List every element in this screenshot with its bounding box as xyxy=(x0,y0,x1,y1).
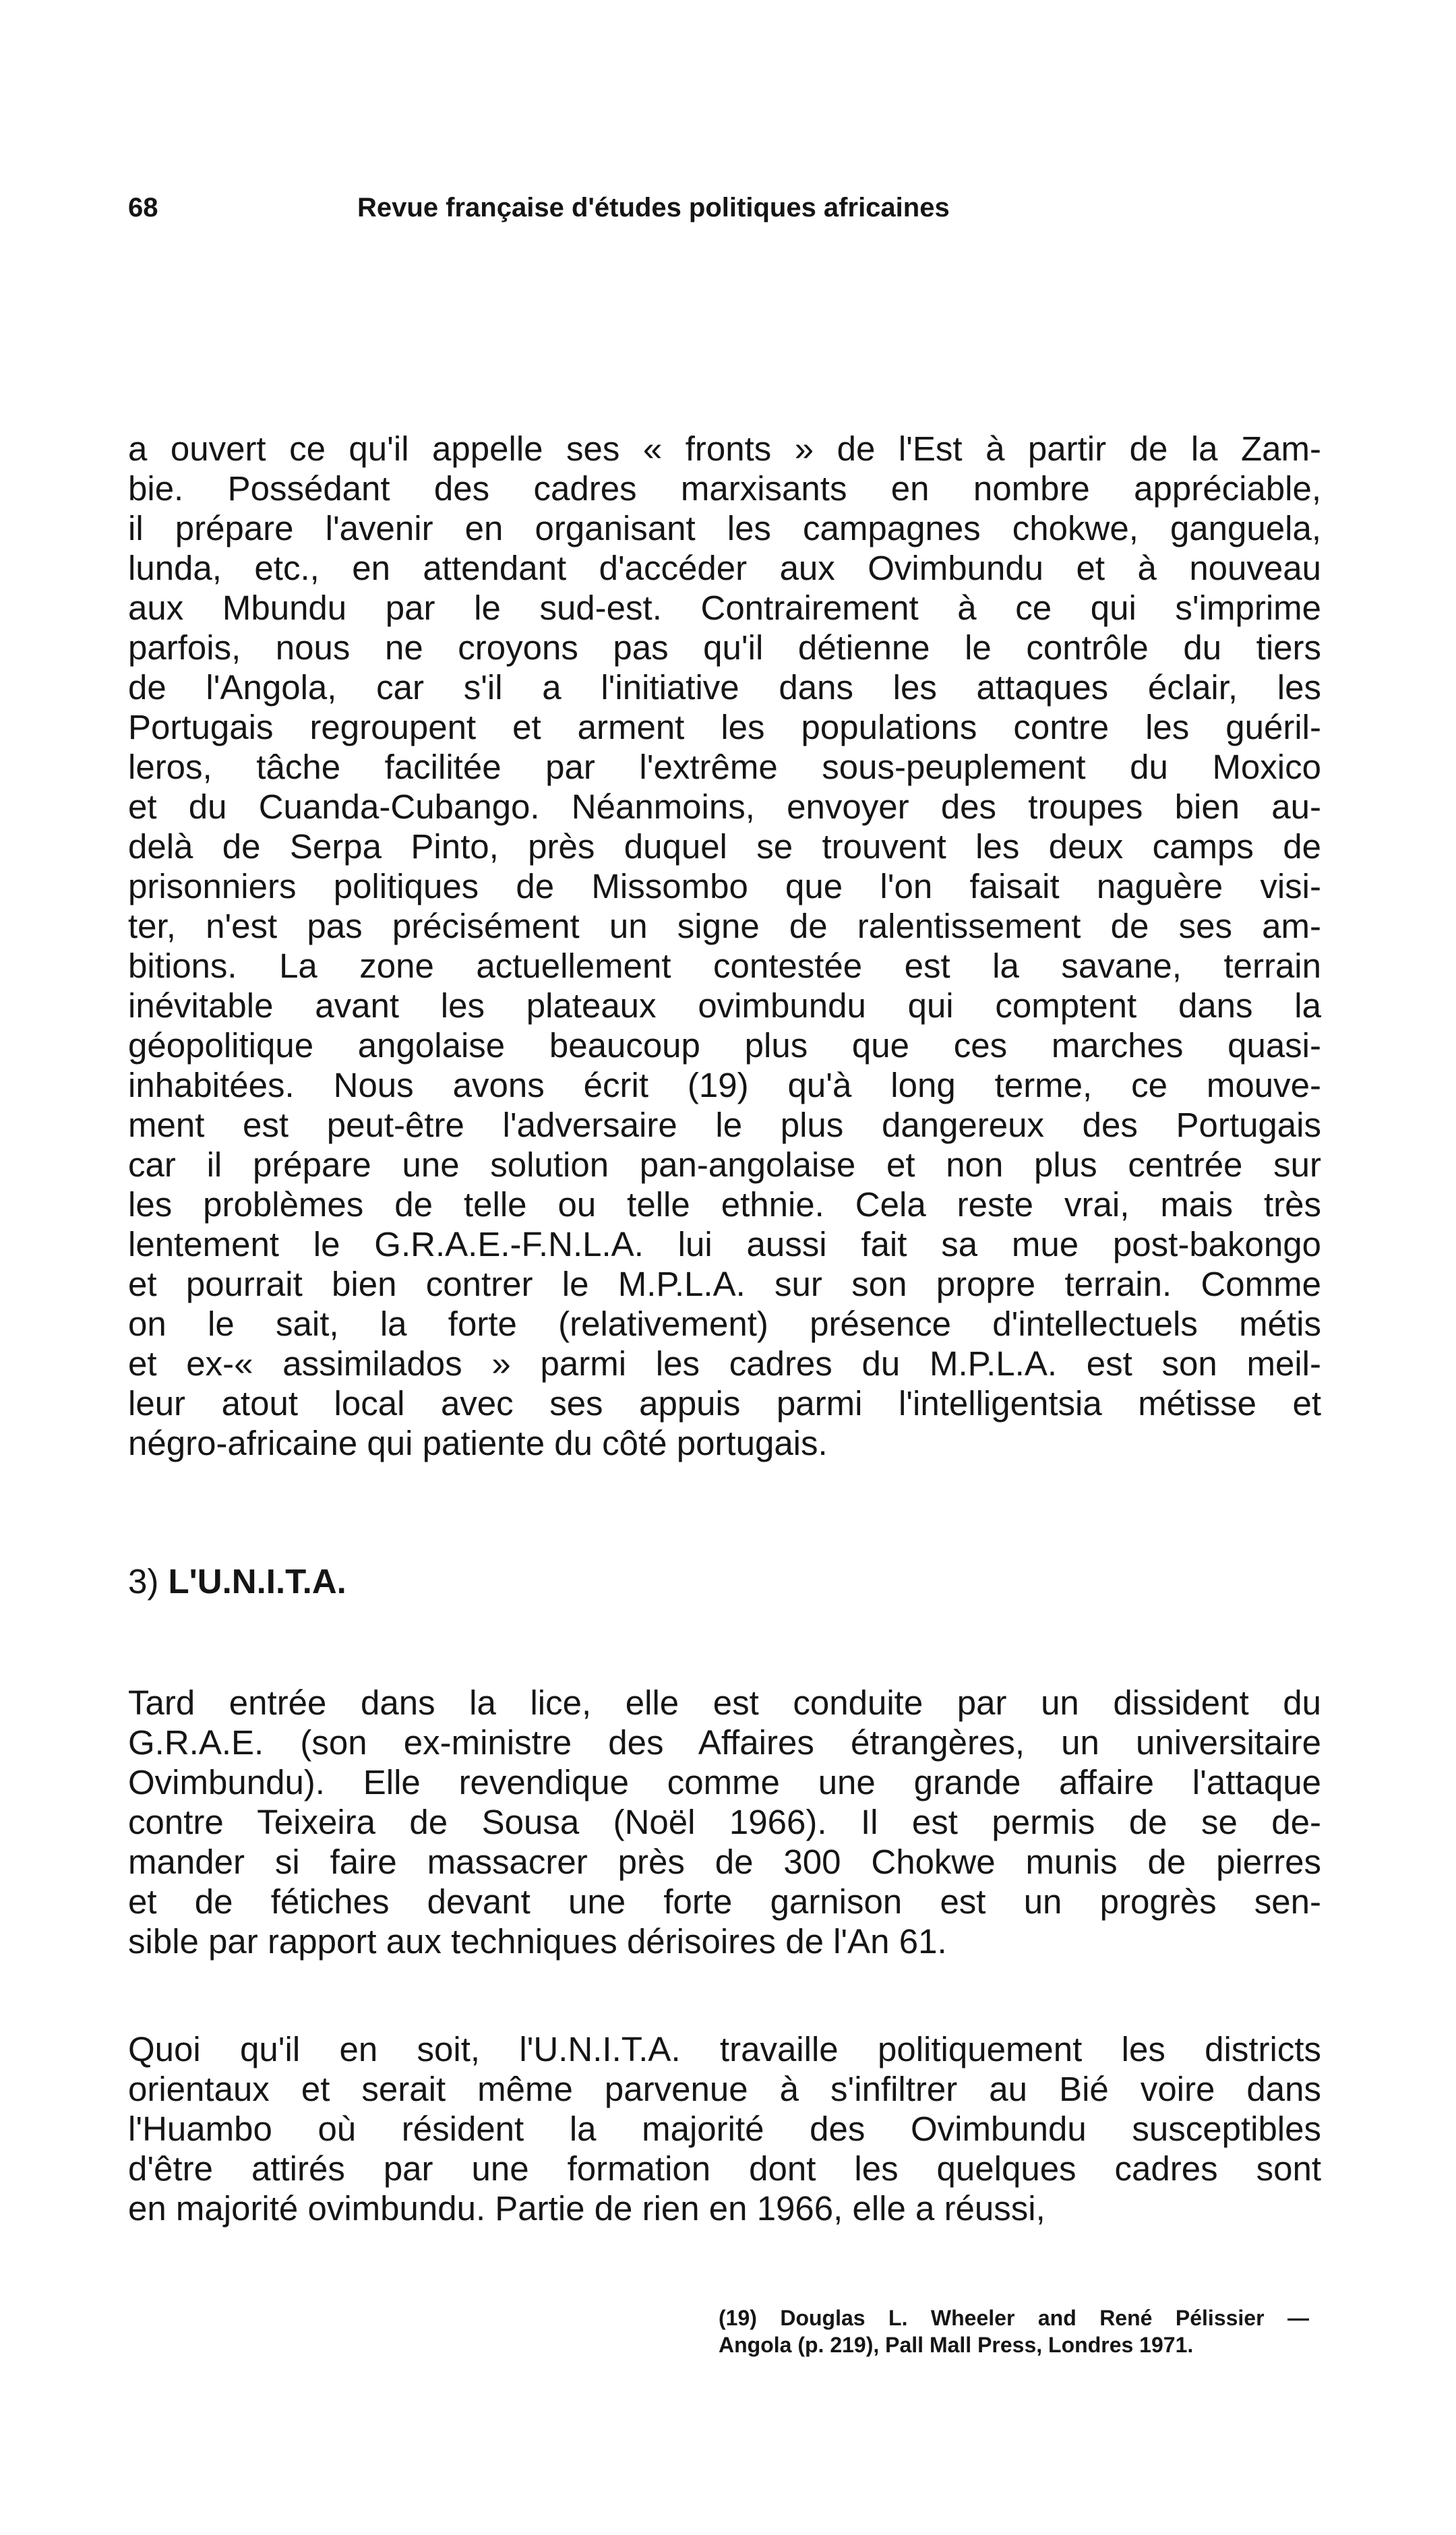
text-line: en majorité ovimbundu. Partie de rien en 1966, elle a réussi, xyxy=(128,2189,1045,2228)
text-line: lentement le G.R.A.E.-F.N.L.A. lui aussi fait sa mue post-bakongo xyxy=(128,1225,1321,1263)
text-line: de l'Angola, car s'il a l'initiative dans les attaques éclair, les xyxy=(128,668,1321,707)
text-line: delà de Serpa Pinto, près duquel se trouvent les deux camps de xyxy=(128,827,1321,866)
text-line: ment est peut-être l'adversaire le plus dangereux des Portugais xyxy=(128,1106,1321,1144)
footnote-line: (19) Douglas L. Wheeler and René Pélissier — xyxy=(719,2306,1309,2330)
text-line: ter, n'est pas précisément un signe de ralentissement de ses am- xyxy=(128,907,1321,945)
text-line: leur atout local avec ses appuis parmi l'intelligentsia métisse et xyxy=(128,1384,1321,1423)
text-line: et ex-« assimilados » parmi les cadres du M.P.L.A. est son meil- xyxy=(128,1344,1321,1383)
text-line: parfois, nous ne croyons pas qu'il détienne le contrôle du tiers xyxy=(128,628,1321,667)
text-line: Ovimbundu). Elle revendique comme une grande affaire l'attaque xyxy=(128,1763,1321,1801)
text-line: Portugais regroupent et arment les populations contre les guéril- xyxy=(128,708,1321,746)
text-line: géopolitique angolaise beaucoup plus que ces marches quasi- xyxy=(128,1026,1321,1065)
text-line: G.R.A.E. (son ex-ministre des Affaires étrangères, un universitaire xyxy=(128,1723,1321,1762)
text-line: aux Mbundu par le sud-est. Contrairement à ce qui s'imprime xyxy=(128,589,1321,627)
text-line: et de fétiches devant une forte garnison est un progrès sen- xyxy=(128,1882,1321,1921)
body-paragraph-2 xyxy=(128,1683,1321,1961)
journal-title: Revue française d'études politiques africaines xyxy=(357,193,950,222)
text-line: bitions. La zone actuellement contestée est la savane, terrain xyxy=(128,947,1321,985)
text-line: contre Teixeira de Sousa (Noël 1966). Il est permis de se de- xyxy=(128,1803,1321,1841)
text-line: d'être attirés par une formation dont les quelques cadres sont xyxy=(128,2149,1321,2188)
text-line: car il prépare une solution pan-angolaise et non plus centrée sur xyxy=(128,1145,1321,1184)
text-line: et du Cuanda-Cubango. Néanmoins, envoyer des troupes bien au- xyxy=(128,787,1321,826)
text-line: l'Huambo où résident la majorité des Ovimbundu susceptibles xyxy=(128,2110,1321,2148)
text-line: leros, tâche facilitée par l'extrême sous-peuplement du Moxico xyxy=(128,748,1321,786)
section-title: L'U.N.I.T.A. xyxy=(168,1562,346,1601)
text-line: inévitable avant les plateaux ovimbundu qui comptent dans la xyxy=(128,986,1321,1025)
text-line: mander si faire massacrer près de 300 Chokwe munis de pierres xyxy=(128,1843,1321,1881)
text-line: négro-africaine qui patiente du côté portugais. xyxy=(128,1424,828,1462)
text-line: sible par rapport aux techniques dérisoires de l'An 61. xyxy=(128,1922,947,1961)
text-line: Quoi qu'il en soit, l'U.N.I.T.A. travaille politiquement les districts xyxy=(128,2030,1321,2068)
text-line: et pourrait bien contrer le M.P.L.A. sur son propre terrain. Comme xyxy=(128,1265,1321,1303)
text-line: inhabitées. Nous avons écrit (19) qu'à long terme, ce mouve- xyxy=(128,1066,1321,1104)
text-line: il prépare l'avenir en organisant les campagnes chokwe, ganguela, xyxy=(128,509,1321,547)
page-number: 68 xyxy=(128,193,158,222)
text-line: on le sait, la forte (relativement) présence d'intellectuels métis xyxy=(128,1305,1321,1343)
section-number: 3) xyxy=(128,1562,159,1601)
text-line: bie. Possédant des cadres marxisants en nombre appréciable, xyxy=(128,469,1321,508)
text-line: orientaux et serait même parvenue à s'infiltrer au Bié voire dans xyxy=(128,2070,1321,2108)
text-line: a ouvert ce qu'il appelle ses « fronts » de l'Est à partir de la Zam- xyxy=(128,429,1321,468)
text-line: les problèmes de telle ou telle ethnie. Cela reste vrai, mais très xyxy=(128,1185,1321,1224)
footnote xyxy=(719,2304,1309,2358)
body-paragraph-3 xyxy=(128,2029,1321,2228)
text-line: prisonniers politiques de Missombo que l'on faisait naguère visi- xyxy=(128,867,1321,905)
running-header xyxy=(128,187,1139,228)
text-line: Tard entrée dans la lice, elle est conduite par un dissident du xyxy=(128,1683,1321,1722)
text-line: lunda, etc., en attendant d'accéder aux Ovimbundu et à nouveau xyxy=(128,549,1321,587)
section-heading xyxy=(128,1561,346,1601)
footnote-line: Angola (p. 219), Pall Mall Press, Londres 1971. xyxy=(719,2333,1194,2357)
body-paragraph-1 xyxy=(128,429,1321,1463)
